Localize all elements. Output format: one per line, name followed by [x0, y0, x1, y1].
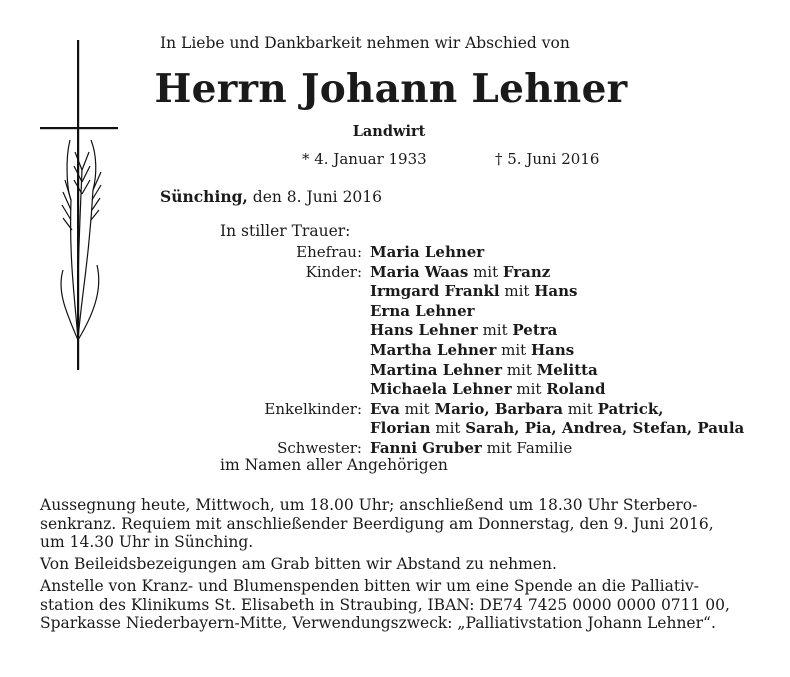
mourner-names [370, 419, 744, 439]
connector-text: mit Familie [481, 438, 573, 457]
mourner-name: Sarah, Pia, Andrea, Stefan, Paula [465, 419, 745, 438]
mourner-name: Mario, Barbara [434, 399, 563, 418]
intro-text: In Liebe und Dankbarkeit nehmen wir Abschied von [160, 34, 570, 52]
mourner-name: Maria Lehner [370, 243, 485, 261]
connector-text: mit [477, 321, 513, 340]
mourner-name: Melitta [536, 360, 598, 379]
mourner-relation-label: Ehefrau: [296, 243, 362, 261]
mourning-heading: In stiller Trauer: [220, 222, 351, 240]
mourner-row [0, 400, 790, 420]
mourner-names [370, 263, 550, 283]
mourner-relation-label: Schwester: [277, 438, 362, 457]
mourner-name: Martha Lehner [370, 340, 497, 359]
connector-text: mit [511, 380, 547, 399]
place: Sünching, [160, 187, 248, 206]
connector-text: mit [499, 282, 535, 301]
paragraph-donation: Anstelle von Kranz- und Blumenspenden bitten wir um eine Spende an die Palliativ- station des Klinikums St. Elisabeth in Straubing, IBAN: DE74 7425 0000 0000 0711 00, Sparkasse Niederbayern-Mitte, Verwendungszweck: „Palliativstation Johann Lehner“. [40, 577, 730, 633]
deceased-occupation: Landwirt [352, 123, 426, 140]
mourner-row [0, 263, 790, 283]
mourner-row [0, 243, 790, 263]
mourner-row [0, 419, 790, 439]
paragraph-condolences: Von Beileidsbezeigungen am Grab bitten wir Abstand zu nehmen. [40, 555, 557, 573]
date: den 8. Juni 2016 [252, 188, 383, 206]
mourner-row [0, 321, 790, 341]
paragraph-funeral-details: Aussegnung heute, Mittwoch, um 18.00 Uhr; anschließend um 18.30 Uhr Sterbero- senkranz. Requiem mit anschließender Beerdigung am Donnerstag, den 9. Juni 2016, um 14.30 Uhr in Sünching. [40, 496, 714, 552]
mourner-names [370, 341, 574, 361]
mourner-name: Eva [370, 399, 400, 418]
mourner-name: Hans [534, 282, 578, 301]
deceased-name: Herrn Johann Lehner [154, 66, 628, 112]
mourner-names [370, 361, 598, 381]
mourner-row [0, 380, 790, 400]
mourner-name: Fanni Gruber [370, 438, 482, 457]
connector-text: mit [502, 360, 537, 379]
mourner-name: Martina Lehner [370, 360, 503, 379]
mourner-name: Petra [512, 321, 558, 340]
connector-text: mit [399, 399, 435, 418]
mourning-closing: im Namen aller Angehörigen [220, 456, 448, 474]
mourner-name: Maria Waas [370, 262, 469, 281]
mourner-row [0, 282, 790, 302]
mourner-name: Hans [530, 340, 575, 359]
connector-text: mit [468, 262, 503, 281]
mourner-names [370, 380, 605, 400]
mourner-names [370, 321, 557, 341]
mourner-name: Erna Lehner [370, 301, 475, 320]
connector-text: mit [430, 419, 466, 438]
mourner-row [0, 302, 790, 322]
mourner-row [0, 361, 790, 381]
connector-text: mit [496, 340, 531, 359]
mourner-relation-label: Kinder: [305, 262, 362, 281]
mourner-name: Florian [370, 419, 431, 438]
mourner-names [370, 243, 484, 263]
mourner-name: Franz [502, 262, 551, 281]
mourner-names [370, 400, 663, 420]
mourner-row [0, 341, 790, 361]
mourners-list [0, 243, 790, 459]
mourner-name: Michaela Lehner [370, 380, 512, 399]
mourner-name: Irmgard Frankl [370, 282, 500, 301]
mourner-name: Roland [546, 380, 606, 399]
place-date [160, 187, 382, 206]
mourner-names [370, 282, 577, 302]
death-date: † 5. Juni 2016 [495, 150, 600, 168]
birth-date: * 4. Januar 1933 [302, 150, 427, 168]
connector-text: mit [562, 399, 598, 418]
mourner-relation-label: Enkelkinder: [264, 399, 362, 418]
mourner-name: Patrick, [597, 399, 664, 418]
mourner-name: Hans Lehner [370, 321, 478, 340]
mourner-names [370, 302, 475, 322]
